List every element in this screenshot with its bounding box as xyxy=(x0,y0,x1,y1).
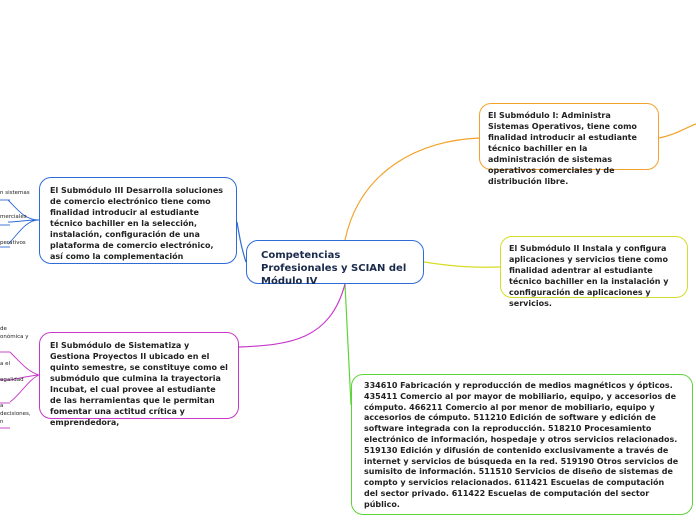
node-scian-codes-text: 334610 Fabricación y reproducción de medios magnéticos y ópticos. 435411 Comercio al por mayor de mobiliario, equipo, y accesorios de cómputo. 466211 Comercio al por menor de mobiliario, equipo y accesorios de cómputo. 511210 Edición de software y edición de software integrada con la reproducción. 518210 Procesamiento electrónico de información, hospedaje y otros servicios relacionados. 519130 Edición y difusión de contenido exclusivamente a través de internet y servicios de búsqueda en la red. 519190 Otros servicios de sumisito de información. 511510 Servicios de diseño de sistemas de compto y servicios relacionados. 611421 Escuelas de computación del sector privado. 611422 Escuelas de computación del sector público. xyxy=(364,381,679,509)
fragment-sistemas[interactable]: n sistemas xyxy=(0,190,30,196)
node-submodulo-iii[interactable] xyxy=(39,177,237,264)
node-submodulo-i[interactable] xyxy=(479,103,659,186)
fragment-operativos[interactable]: perativos xyxy=(0,240,26,246)
fragment-economica[interactable]: onómica y xyxy=(0,334,29,340)
fragment-de[interactable]: de xyxy=(0,326,7,332)
connector-admin xyxy=(345,138,480,240)
node-submodulo-iii-text: El Submódulo III Desarrolla soluciones de comercio electrónico tiene como finalidad introducir al estudiante técnico bachiller en la selección, instalación, configuración de una plataforma de comercio electrónico, así como la complementación xyxy=(50,186,224,261)
connector-desarrolla-branches xyxy=(8,200,39,244)
central-topic-title: Competencias Profesionales y SCIAN del Módulo IV xyxy=(261,250,407,287)
node-submodulo-ii-text: El Submódulo II Instala y configura aplicaciones y servicios tiene como finalidad adentrar al estudiante técnico bachiller en la instalación y configuración de aplicaciones y servicios. xyxy=(509,244,669,308)
fragment-decisiones[interactable]: decisiones, xyxy=(0,411,31,417)
node-sistematiza-gestiona-text: El Submódulo de Sistematiza y Gestiona Proyectos II ubicado en el quinto semestre, se constituye como el submódulo que culmina la trayectoria Incubat, el cual provee al estudiante de las herramientas que le permitan fomentar una actitud crítica y emprendedora, xyxy=(50,341,228,427)
connector-desarrolla xyxy=(237,222,246,262)
fragment-n[interactable]: n xyxy=(0,419,4,425)
connector-admin-offscreen xyxy=(659,124,696,138)
node-submodulo-i-text: El Submódulo I: Administra Sistemas Operativos, tiene como finalidad introducir al estudiante técnico bachiller en la administración de sistemas operativos comerciales y de distribución libre. xyxy=(488,111,637,186)
central-topic[interactable] xyxy=(246,240,424,287)
node-scian-codes[interactable] xyxy=(351,374,693,515)
connector-sistematiza xyxy=(239,284,345,347)
fragment-comerciales[interactable]: merciales xyxy=(0,214,27,220)
node-submodulo-ii[interactable] xyxy=(500,236,688,308)
node-sistematiza-gestiona[interactable] xyxy=(39,332,239,427)
fragment-legalidad[interactable]: egalidad xyxy=(0,377,24,383)
fragment-a[interactable]: a xyxy=(0,403,4,409)
connector-instala xyxy=(424,262,500,267)
fragment-el[interactable]: a el xyxy=(0,361,11,367)
